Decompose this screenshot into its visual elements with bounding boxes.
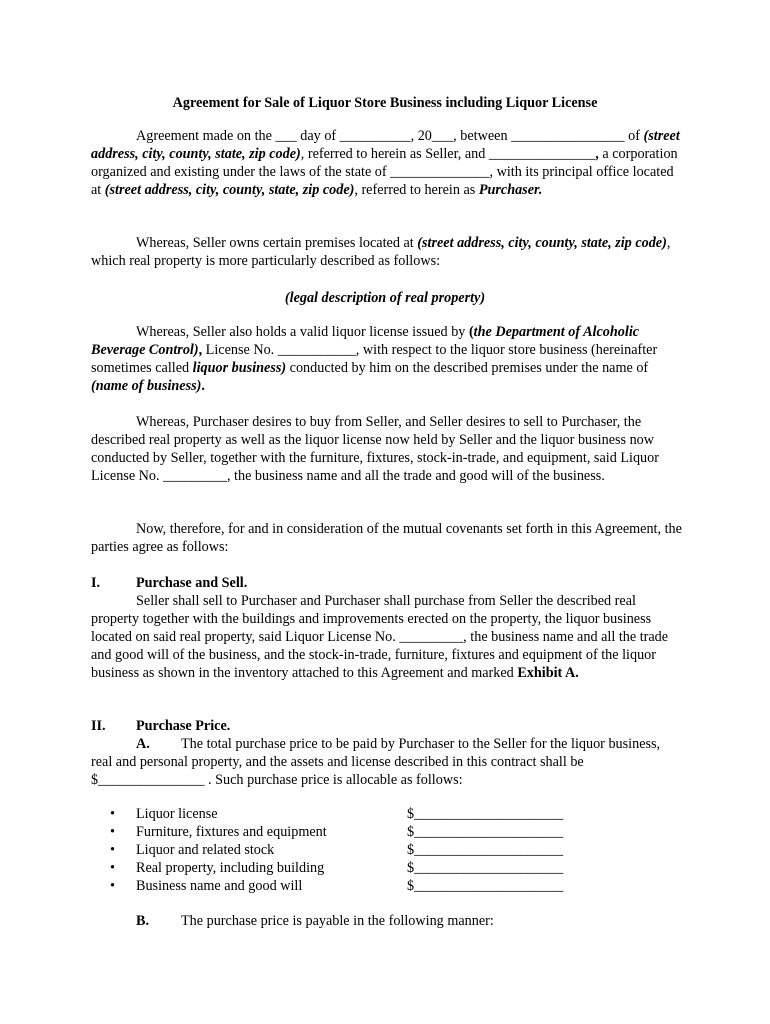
text-run: License No. ___________, with respect to the liquor store business (hereinafter sometimes called [91, 342, 658, 376]
text-run: Seller shall sell to Purchaser and Purchaser shall purchase from Seller the described real property together with the buildings and improvements erected on the property, the liquor business located on said real property, said Liquor License No. _________, the business name and all the trade and good will of the business, and the stock-in-trade, furniture, fixtures and equipment of the liquor business as shown in the inventory attached to this Agreement and marked [91, 593, 669, 681]
text-run: Whereas, Seller also holds a valid liquor license issued by [136, 324, 469, 340]
section-number: I. [91, 575, 101, 591]
exhibit-reference: Exhibit A. [517, 665, 579, 681]
whereas-license-paragraph [91, 323, 683, 395]
allocation-amount: $_____________________ [407, 842, 564, 858]
text-run: (street address, city, county, state, zip code) [417, 235, 667, 251]
text-run: (street address, city, county, state, zip code) [91, 128, 680, 162]
document-title: Agreement for Sale of Liquor Store Business including Liquor License [172, 95, 598, 111]
section-2b-paragraph [136, 912, 494, 930]
text-run: , [198, 342, 203, 358]
allocation-list [110, 805, 590, 895]
list-item [110, 841, 590, 859]
text-run: . [201, 378, 205, 394]
section-title: Purchase and Sell. [136, 575, 248, 591]
text-run: a corporation organized and existing under the laws of the state of ______________, with its principal office located at [91, 146, 678, 198]
text-run: (street address, city, county, state, zip code) [104, 182, 355, 198]
bullet-icon: • [110, 806, 115, 822]
text-run: conducted by him on the described premises under the name of [286, 360, 649, 376]
text-run: , which real property is more particularly described as follows: [91, 235, 671, 269]
allocation-label: Liquor license [136, 806, 218, 822]
text-run: (name of business) [91, 378, 202, 394]
allocation-label: Liquor and related stock [136, 842, 275, 858]
text-run: The total purchase price to be paid by Purchaser to the Seller for the liquor business, real and personal property, and the assets and license described in this contract shall be $_______________ . Such purchase price is allocable as follows: [91, 736, 661, 788]
text-run: Agreement made on the ___ day of __________, 20___, between ________________ of [136, 128, 644, 144]
now-therefore-paragraph: Now, therefore, for and in consideration of the mutual covenants set forth in this Agreement, the parties agree as follows: [91, 521, 682, 555]
allocation-label: Furniture, fixtures and equipment [136, 824, 327, 840]
allocation-amount: $_____________________ [407, 878, 564, 894]
allocation-label: Real property, including building [136, 860, 325, 876]
text-run: Purchaser. [478, 182, 543, 198]
allocation-label: Business name and good will [136, 878, 303, 894]
list-item [110, 823, 590, 841]
bullet-icon: • [110, 824, 115, 840]
text-run: The purchase price is payable in the following manner: [181, 913, 494, 929]
section-1-body [91, 592, 683, 682]
text-run: liquor business) [192, 360, 287, 376]
text-run: , referred to herein as [354, 182, 479, 198]
section-2-heading [91, 717, 230, 735]
text-run: Whereas, Seller owns certain premises located at [136, 235, 418, 251]
subsection-label: B. [136, 913, 150, 929]
list-item [110, 877, 590, 895]
bullet-icon: • [110, 860, 115, 876]
section-2a-paragraph [91, 735, 683, 789]
subsection-label: A. [136, 736, 150, 752]
section-title: Purchase Price. [136, 718, 231, 734]
list-item [110, 805, 590, 823]
text-run: the Department of Alcoholic Beverage Control) [91, 324, 640, 358]
legal-description-placeholder: (legal description of real property) [284, 290, 486, 306]
allocation-amount: $_____________________ [407, 806, 564, 822]
section-number: II. [91, 718, 106, 734]
bullet-icon: • [110, 878, 115, 894]
text-run: , referred to herein as Seller, and _______________ [300, 146, 596, 162]
opening-paragraph [91, 127, 683, 199]
whereas-premises-paragraph [91, 234, 683, 270]
list-item [110, 859, 590, 877]
text-run: ( [468, 324, 474, 340]
allocation-amount: $_____________________ [407, 824, 564, 840]
section-1-heading [91, 574, 247, 592]
allocation-amount: $_____________________ [407, 860, 564, 876]
text-run: , [595, 146, 599, 162]
bullet-icon: • [110, 842, 115, 858]
whereas-purchaser-paragraph: Whereas, Purchaser desires to buy from Seller, and Seller desires to sell to Purchaser, the described real property as well as the liquor license now held by Seller and the liquor business now conducted by Seller, together with the furniture, fixtures, stock-in-trade, and equipment, said Liquor License No. _________, the business name and all the trade and good will of the business. [91, 414, 659, 484]
